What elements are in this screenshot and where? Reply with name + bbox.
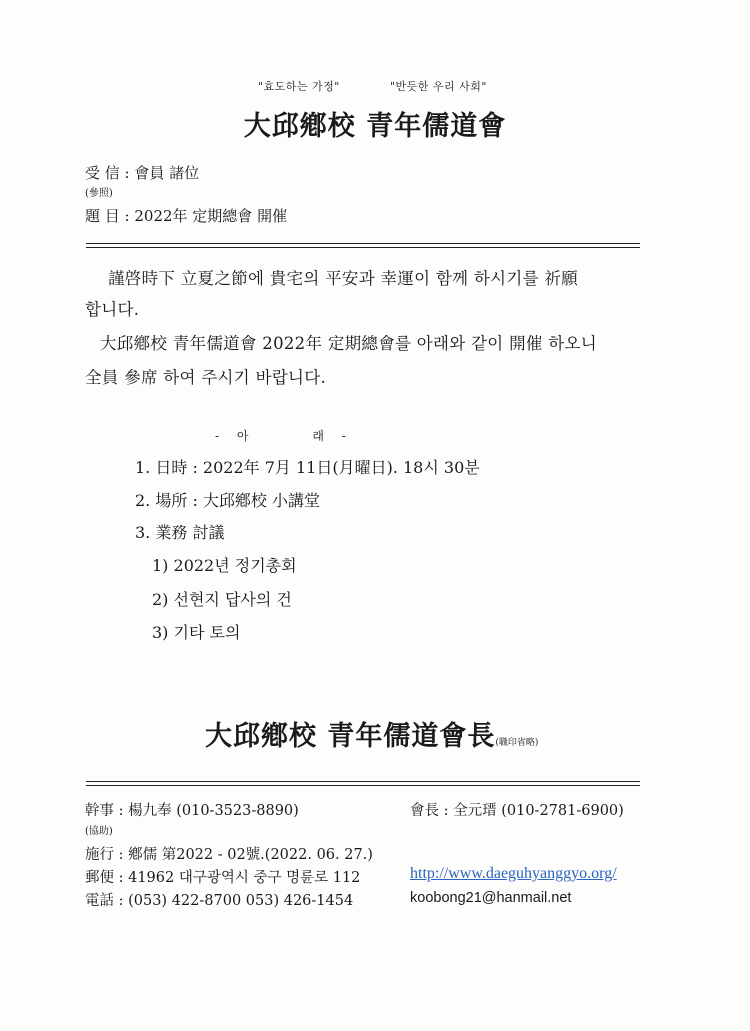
- motto-right: "반듯한 우리 사회": [390, 80, 487, 93]
- footer-phone: 電話 : (053) 422-8700 053) 426-1454: [85, 893, 354, 909]
- header-divider: [86, 243, 640, 248]
- paragraph-1-line-1: 謹啓時下 立夏之節에 貴宅의 平安과 幸運이 함께 하시기를 祈願: [108, 269, 579, 288]
- notice-dash-left: -: [215, 429, 220, 443]
- footer-email: koobong21@hanmail.net: [410, 890, 572, 906]
- footer-chairman: 會長 : 全元瑨 (010-2781-6900): [410, 803, 624, 819]
- reference-label: (參照): [85, 188, 113, 199]
- signature: [205, 714, 538, 753]
- subject-line: 題 目 : 2022年 定期總會 開催: [85, 207, 288, 225]
- notice-item-date: 1. 日時 : 2022年 7月 11日(月曜日). 18시 30분: [135, 458, 480, 477]
- notice-item-place: 2. 場所 : 大邱鄕校 小講堂: [135, 491, 321, 510]
- notice-dash-right: -: [341, 429, 346, 443]
- website-link[interactable]: http://www.daeguhyanggyo.org/: [410, 865, 617, 882]
- motto-left: "효도하는 가정": [258, 80, 340, 93]
- footer-divider: [86, 781, 640, 786]
- paragraph-2-line-1: 大邱鄕校 青年儒道會 2022年 定期總會를 아래와 같이 開催 하오니: [100, 334, 597, 353]
- footer-enforcement: 施行 : 鄕儒 第2022 - 02號.(2022. 06. 27.): [85, 847, 373, 863]
- footer-postal: 郵便 : 41962 대구광역시 중구 명륜로 112: [85, 870, 361, 886]
- notice-word-b: 래: [312, 429, 324, 443]
- notice-heading: [215, 427, 346, 444]
- footer-secretary: 幹事 : 楊九奉 (010-3523-8890): [85, 803, 299, 819]
- agenda-subitem-2: 2) 선현지 답사의 건: [152, 590, 292, 609]
- notice-item-agenda: 3. 業務 討議: [135, 523, 225, 542]
- footer-assist-label: (協助): [85, 826, 113, 837]
- signature-title: 大邱鄕校 青年儒道會長: [205, 721, 496, 752]
- agenda-subitem-1: 1) 2022년 정기총회: [152, 556, 297, 575]
- agenda-subitem-3: 3) 기타 토의: [152, 623, 241, 642]
- recipient-line: 受 信 : 會員 諸位: [85, 164, 200, 182]
- paragraph-1-line-2: 합니다.: [85, 300, 140, 319]
- org-title: 大邱鄕校 青年儒道會: [243, 111, 507, 142]
- paragraph-2-line-2: 全員 參席 하여 주시기 바랍니다.: [85, 368, 327, 387]
- notice-word-a: 아: [236, 429, 249, 443]
- seal-omitted-note: (職印省略): [495, 738, 539, 748]
